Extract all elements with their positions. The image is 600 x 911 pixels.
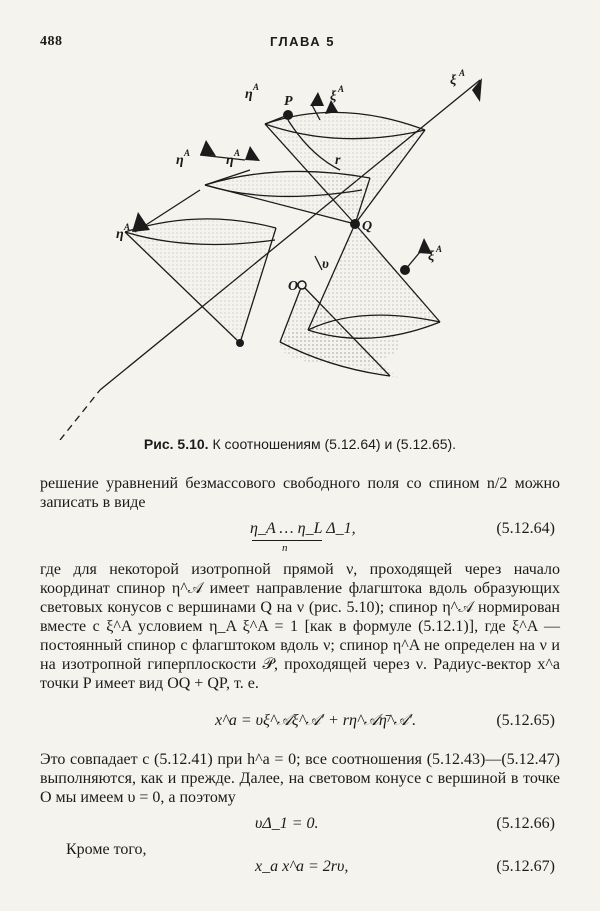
equation-5-12-65: x^a = υξ^𝒜ξ^𝒜′ + rη^𝒜η̄^𝒜′.: [215, 712, 417, 729]
equation-5-12-66: υΔ_1 = 0.: [255, 815, 319, 832]
svg-text:η: η: [226, 153, 234, 168]
svg-text:η: η: [176, 153, 184, 168]
svg-text:A: A: [459, 68, 466, 78]
svg-text:ξ: ξ: [428, 249, 435, 264]
svg-text:A: A: [184, 148, 191, 158]
equation-number: (5.12.66): [496, 815, 555, 832]
caption-label: Рис. 5.10.: [143, 436, 209, 452]
svg-text:Q: Q: [362, 219, 373, 234]
null-line-dashed: [60, 390, 100, 440]
equation-5-12-67: x_a x^a = 2rυ,: [255, 858, 349, 875]
equation-5-12-64: [250, 520, 356, 554]
svg-text:υ: υ: [322, 257, 329, 272]
svg-text:P: P: [284, 94, 293, 109]
svg-text:A: A: [338, 84, 345, 94]
svg-text:ξ: ξ: [450, 73, 457, 88]
svg-text:A: A: [436, 244, 443, 254]
point-P: [283, 110, 293, 120]
svg-text:A: A: [234, 148, 241, 158]
underbrace-label: n: [282, 542, 288, 554]
point-O: [298, 281, 306, 289]
light-cone-figure: [40, 60, 580, 440]
svg-text:η: η: [116, 227, 124, 242]
svg-text:η: η: [245, 87, 253, 102]
paragraph-2: где для некоторой изотропной прямой ν, проходящей через начало координат спинор η^𝒜 имеет направление флагштока вдоль образующих световых конусов с вершинами Q на ν (рис. 5.10); спинор η^𝒜 нормирован вместе с ξ^A условием η_A ξ^A = 1 [как в формуле (5.12.1)], где ξ^A — постоянный спинор с флагштоком вдоль ν; спинор η^A не определен на ν и на изотропной гиперплоскости 𝒫, проходящей через ν. Радиус-вектор x^a точки P имеет вид OQ + QP, т. е.: [40, 561, 560, 692]
equation-number: (5.12.65): [496, 712, 555, 729]
page-number: 488: [40, 34, 63, 49]
flag-eta-left: [132, 212, 150, 232]
svg-text:A: A: [253, 82, 260, 92]
chapter-header: ГЛАВА 5: [270, 34, 336, 49]
equation-number: (5.12.64): [496, 520, 555, 537]
svg-text:A: A: [124, 222, 131, 232]
paragraph-4: Кроме того,: [66, 841, 147, 858]
svg-text:ξ: ξ: [330, 89, 337, 104]
paragraph-1: решение уравнений безмассового свободного поля со спином n/2 можно записать в виде: [40, 475, 560, 511]
paragraph-3: Это совпадает с (5.12.41) при h^a = 0; все соотношения (5.12.43)—(5.12.47) выполняются, как и прежде. Далее, на световом конусе с вершиной в точке O мы имеем υ = 0, а поэтому: [40, 751, 560, 806]
figure-caption: [0, 436, 600, 452]
svg-text:O: O: [288, 279, 299, 294]
equation-number: (5.12.67): [496, 858, 555, 875]
caption-text: К соотношениям (5.12.64) и (5.12.65).: [212, 436, 457, 452]
equation-expr: η_A … η_L Δ_1,: [250, 520, 356, 537]
point-Q: [350, 219, 360, 229]
svg-text:r: r: [335, 153, 341, 168]
